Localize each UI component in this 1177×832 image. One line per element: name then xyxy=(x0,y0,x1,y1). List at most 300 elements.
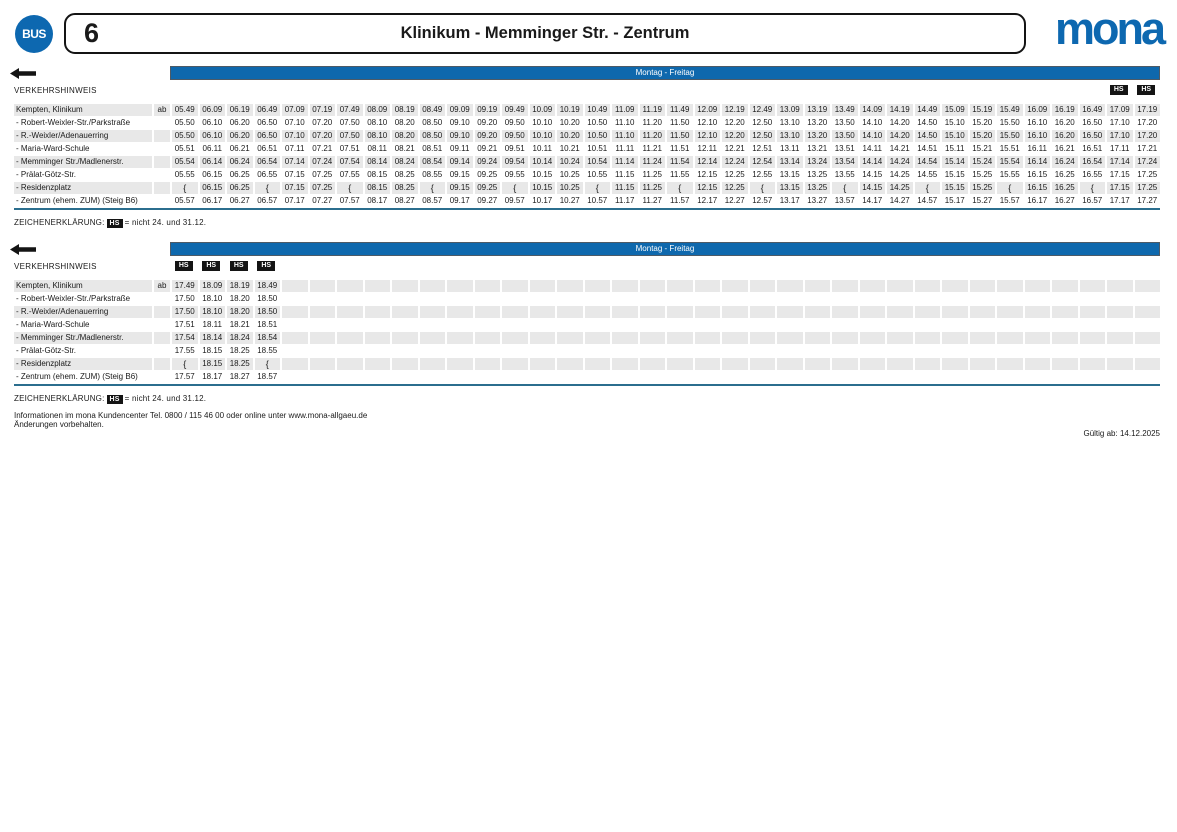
time-cell: 10.51 xyxy=(583,143,611,155)
time-cell: 13.20 xyxy=(803,130,831,142)
empty-cell xyxy=(858,293,886,305)
time-cell: 06.21 xyxy=(225,143,253,155)
empty-cell xyxy=(803,358,831,370)
empty-cell xyxy=(555,293,583,305)
time-cell: 07.51 xyxy=(335,143,363,155)
time-cell: 11.25 xyxy=(638,169,666,181)
skip-brace: { xyxy=(253,182,281,194)
empty-cell xyxy=(693,293,721,305)
time-cell: 18.51 xyxy=(253,319,281,331)
time-cell: 18.54 xyxy=(253,332,281,344)
time-cell: 16.51 xyxy=(1078,143,1106,155)
empty-cell xyxy=(748,332,776,344)
time-cell: 17.25 xyxy=(1133,169,1161,181)
time-cell: 13.20 xyxy=(803,117,831,129)
time-cell: 07.17 xyxy=(280,195,308,207)
time-cell: 16.50 xyxy=(1078,117,1106,129)
legend-label: ZEICHENERKLÄRUNG: xyxy=(14,394,105,403)
empty-cell xyxy=(445,332,473,344)
time-cell: 06.15 xyxy=(198,169,226,181)
time-cell: 07.20 xyxy=(308,117,336,129)
time-cell: 12.25 xyxy=(720,169,748,181)
time-cell: 18.49 xyxy=(253,280,281,292)
time-cell: 11.20 xyxy=(638,117,666,129)
time-cell: 12.19 xyxy=(720,104,748,116)
time-cell: 06.25 xyxy=(225,182,253,194)
departure-marker xyxy=(152,332,170,344)
time-cell: 08.50 xyxy=(418,130,446,142)
empty-cell xyxy=(885,306,913,318)
time-cell: 13.49 xyxy=(830,104,858,116)
time-cell: 15.10 xyxy=(940,130,968,142)
empty-cell xyxy=(913,306,941,318)
empty-cell xyxy=(363,358,391,370)
stop-name: - Zentrum (ehem. ZUM) (Steig B6) xyxy=(16,196,138,205)
empty-cell xyxy=(830,319,858,331)
time-cell: 06.24 xyxy=(225,156,253,168)
time-cell: 14.14 xyxy=(858,156,886,168)
empty-cell xyxy=(995,332,1023,344)
skip-brace: { xyxy=(830,182,858,194)
empty-cell xyxy=(1078,345,1106,357)
time-cell: 08.11 xyxy=(363,143,391,155)
time-cell: 11.10 xyxy=(610,130,638,142)
time-cell: 11.57 xyxy=(665,195,693,207)
time-cell: 16.27 xyxy=(1050,195,1078,207)
line-number: 6 xyxy=(84,18,100,48)
time-cell: 11.27 xyxy=(638,195,666,207)
time-cell: 15.54 xyxy=(995,156,1023,168)
time-cell: 11.17 xyxy=(610,195,638,207)
empty-cell xyxy=(1023,371,1051,383)
time-cell: 09.54 xyxy=(500,156,528,168)
timetable-section-morning xyxy=(0,66,1177,236)
skip-brace: { xyxy=(913,182,941,194)
time-cell: 11.21 xyxy=(638,143,666,155)
time-cell: 11.15 xyxy=(610,182,638,194)
empty-cell xyxy=(775,306,803,318)
verkehrshinweis-label: VERKEHRSHINWEIS xyxy=(14,86,97,95)
empty-cell xyxy=(665,345,693,357)
time-cell: 11.15 xyxy=(610,169,638,181)
timetable xyxy=(14,280,1160,384)
empty-cell xyxy=(335,332,363,344)
time-cell: 18.15 xyxy=(198,358,226,370)
empty-cell xyxy=(968,280,996,292)
skip-brace: { xyxy=(170,182,198,194)
empty-cell xyxy=(473,306,501,318)
time-cell: 10.54 xyxy=(583,156,611,168)
time-cell: 08.55 xyxy=(418,169,446,181)
time-cell: 18.24 xyxy=(225,332,253,344)
empty-cell xyxy=(858,280,886,292)
hs-symbol: HS xyxy=(107,219,123,228)
empty-cell xyxy=(390,358,418,370)
empty-cell xyxy=(913,319,941,331)
empty-cell xyxy=(803,345,831,357)
empty-cell xyxy=(528,306,556,318)
empty-cell xyxy=(335,280,363,292)
time-cell: 06.49 xyxy=(253,104,281,116)
empty-cell xyxy=(913,371,941,383)
time-cell: 10.19 xyxy=(555,104,583,116)
timetable-row xyxy=(14,358,1160,370)
time-cell: 13.54 xyxy=(830,156,858,168)
time-cell: 08.25 xyxy=(390,169,418,181)
time-cell: 16.57 xyxy=(1078,195,1106,207)
time-cell: 09.11 xyxy=(445,143,473,155)
empty-cell xyxy=(748,280,776,292)
hs-chip-row xyxy=(0,85,1177,96)
time-cell: 09.50 xyxy=(500,117,528,129)
time-cell: 14.10 xyxy=(858,117,886,129)
timetable-row xyxy=(14,280,1160,292)
empty-cell xyxy=(1023,319,1051,331)
time-cell: 06.54 xyxy=(253,156,281,168)
stop-name: Kempten, Klinikum xyxy=(14,104,152,116)
empty-cell xyxy=(940,306,968,318)
time-cell: 16.10 xyxy=(1023,117,1051,129)
time-cell: 07.14 xyxy=(280,156,308,168)
empty-cell xyxy=(363,319,391,331)
time-cell: 08.20 xyxy=(390,130,418,142)
stop-name: - Memminger Str./Madlenerstr. xyxy=(14,156,152,168)
time-cell: 12.15 xyxy=(693,169,721,181)
time-cell: 17.24 xyxy=(1133,156,1161,168)
empty-cell xyxy=(858,306,886,318)
timetable-row xyxy=(14,319,1160,331)
time-cell: 05.51 xyxy=(170,143,198,155)
empty-cell xyxy=(1050,293,1078,305)
time-cell: 17.15 xyxy=(1105,182,1133,194)
time-cell: 16.14 xyxy=(1023,156,1051,168)
empty-cell xyxy=(610,319,638,331)
time-cell: 17.11 xyxy=(1105,143,1133,155)
time-cell: 09.19 xyxy=(473,104,501,116)
stop-name: - Maria-Ward-Schule xyxy=(16,320,90,329)
empty-cell xyxy=(335,319,363,331)
timetable-row xyxy=(14,169,1160,181)
empty-cell xyxy=(665,293,693,305)
time-cell: 06.10 xyxy=(198,117,226,129)
time-cell: 06.11 xyxy=(198,143,226,155)
timetable-row xyxy=(14,104,1160,116)
time-cell: 10.14 xyxy=(528,156,556,168)
time-cell: 13.57 xyxy=(830,195,858,207)
time-cell: 12.57 xyxy=(748,195,776,207)
time-cell: 05.54 xyxy=(170,156,198,168)
time-cell: 17.27 xyxy=(1133,195,1161,207)
empty-cell xyxy=(280,319,308,331)
hs-chip: HS xyxy=(202,261,220,271)
empty-cell xyxy=(1105,345,1133,357)
time-cell: 16.54 xyxy=(1078,156,1106,168)
time-cell: 16.50 xyxy=(1078,130,1106,142)
empty-cell xyxy=(803,280,831,292)
legend xyxy=(14,218,206,227)
time-cell: 12.51 xyxy=(748,143,776,155)
empty-cell xyxy=(1050,319,1078,331)
empty-cell xyxy=(693,280,721,292)
time-cell: 09.14 xyxy=(445,156,473,168)
time-cell: 11.10 xyxy=(610,117,638,129)
hs-symbol: HS xyxy=(107,395,123,404)
time-cell: 16.17 xyxy=(1023,195,1051,207)
time-cell: 14.11 xyxy=(858,143,886,155)
time-cell: 14.50 xyxy=(913,117,941,129)
time-cell: 06.57 xyxy=(253,195,281,207)
time-cell: 17.25 xyxy=(1133,182,1161,194)
empty-cell xyxy=(583,306,611,318)
empty-cell xyxy=(445,371,473,383)
time-cell: 14.17 xyxy=(858,195,886,207)
time-cell: 09.20 xyxy=(473,117,501,129)
empty-cell xyxy=(473,371,501,383)
empty-cell xyxy=(610,280,638,292)
time-cell: 11.11 xyxy=(610,143,638,155)
empty-cell xyxy=(280,332,308,344)
time-cell: 05.55 xyxy=(170,169,198,181)
time-cell: 10.10 xyxy=(528,117,556,129)
empty-cell xyxy=(995,345,1023,357)
empty-cell xyxy=(913,332,941,344)
time-cell: 14.24 xyxy=(885,156,913,168)
time-cell: 14.55 xyxy=(913,169,941,181)
timetable-row xyxy=(14,117,1160,129)
time-cell: 06.19 xyxy=(225,104,253,116)
time-cell: 12.27 xyxy=(720,195,748,207)
verkehrshinweis-label: VERKEHRSHINWEIS xyxy=(14,262,97,271)
empty-cell xyxy=(885,280,913,292)
time-cell: 14.19 xyxy=(885,104,913,116)
empty-cell xyxy=(775,332,803,344)
empty-cell xyxy=(748,306,776,318)
time-cell: 14.50 xyxy=(913,130,941,142)
empty-cell xyxy=(418,371,446,383)
empty-cell xyxy=(885,319,913,331)
empty-cell xyxy=(1023,332,1051,344)
legend-label: ZEICHENERKLÄRUNG: xyxy=(14,218,105,227)
time-cell: 11.55 xyxy=(665,169,693,181)
time-cell: 17.50 xyxy=(170,293,198,305)
time-cell: 12.14 xyxy=(693,156,721,168)
time-cell: 07.57 xyxy=(335,195,363,207)
time-cell: 12.50 xyxy=(748,130,776,142)
empty-cell xyxy=(1078,293,1106,305)
time-cell: 14.20 xyxy=(885,130,913,142)
time-cell: 06.25 xyxy=(225,169,253,181)
empty-cell xyxy=(720,319,748,331)
time-cell: 18.10 xyxy=(198,293,226,305)
time-cell: 06.14 xyxy=(198,156,226,168)
timetable-row xyxy=(14,345,1160,357)
empty-cell xyxy=(693,319,721,331)
stop-name: - Robert-Weixler-Str./Parkstraße xyxy=(16,118,131,127)
empty-cell xyxy=(308,319,336,331)
departure-marker xyxy=(152,306,170,318)
empty-cell xyxy=(665,306,693,318)
time-cell: 11.20 xyxy=(638,130,666,142)
time-cell: 09.51 xyxy=(500,143,528,155)
empty-cell xyxy=(1023,345,1051,357)
stop-name: - Residenzplatz xyxy=(14,358,152,370)
time-cell: 18.20 xyxy=(225,293,253,305)
time-cell: 18.17 xyxy=(198,371,226,383)
time-cell: 09.10 xyxy=(445,117,473,129)
empty-cell xyxy=(1105,332,1133,344)
empty-cell xyxy=(775,280,803,292)
empty-cell xyxy=(720,280,748,292)
stop-name: - R.-Weixler/Adenauerring xyxy=(14,306,152,318)
time-cell: 15.10 xyxy=(940,117,968,129)
empty-cell xyxy=(748,371,776,383)
empty-cell xyxy=(968,306,996,318)
empty-cell xyxy=(803,319,831,331)
time-cell: 13.25 xyxy=(803,169,831,181)
skip-brace: { xyxy=(418,182,446,194)
time-cell: 13.55 xyxy=(830,169,858,181)
time-cell: 09.24 xyxy=(473,156,501,168)
time-cell: 17.21 xyxy=(1133,143,1161,155)
empty-cell xyxy=(445,293,473,305)
time-cell: 18.57 xyxy=(253,371,281,383)
time-cell: 13.14 xyxy=(775,156,803,168)
time-cell: 16.15 xyxy=(1023,182,1051,194)
time-cell: 18.50 xyxy=(253,306,281,318)
time-cell: 12.20 xyxy=(720,130,748,142)
time-cell: 12.11 xyxy=(693,143,721,155)
empty-cell xyxy=(638,371,666,383)
empty-cell xyxy=(638,293,666,305)
time-cell: 15.25 xyxy=(968,169,996,181)
empty-cell xyxy=(803,332,831,344)
time-cell: 07.25 xyxy=(308,169,336,181)
empty-cell xyxy=(830,371,858,383)
empty-cell xyxy=(555,371,583,383)
empty-cell xyxy=(1078,306,1106,318)
empty-cell xyxy=(775,293,803,305)
time-cell: 07.21 xyxy=(308,143,336,155)
empty-cell xyxy=(308,358,336,370)
time-cell: 18.09 xyxy=(198,280,226,292)
time-cell: 10.09 xyxy=(528,104,556,116)
time-cell: 09.10 xyxy=(445,130,473,142)
time-cell: 18.27 xyxy=(225,371,253,383)
empty-cell xyxy=(528,332,556,344)
stop-name: - R.-Weixler/Adenauerring xyxy=(14,130,152,142)
time-cell: 17.20 xyxy=(1133,117,1161,129)
empty-cell xyxy=(1078,319,1106,331)
time-cell: 15.09 xyxy=(940,104,968,116)
empty-cell xyxy=(1023,306,1051,318)
empty-cell xyxy=(528,345,556,357)
time-cell: 06.27 xyxy=(225,195,253,207)
empty-cell xyxy=(858,332,886,344)
empty-cell xyxy=(638,306,666,318)
time-cell: 13.51 xyxy=(830,143,858,155)
time-cell: 14.25 xyxy=(885,169,913,181)
time-cell: 09.09 xyxy=(445,104,473,116)
legend xyxy=(14,394,206,403)
time-cell: 13.24 xyxy=(803,156,831,168)
empty-cell xyxy=(583,345,611,357)
empty-cell xyxy=(1078,371,1106,383)
direction-arrow-icon xyxy=(10,68,36,79)
empty-cell xyxy=(1133,280,1161,292)
skip-brace: { xyxy=(1078,182,1106,194)
empty-cell xyxy=(1050,371,1078,383)
empty-cell xyxy=(720,371,748,383)
skip-brace: { xyxy=(748,182,776,194)
empty-cell xyxy=(748,293,776,305)
timetable-section-evening xyxy=(0,242,1177,412)
time-cell: 05.50 xyxy=(170,117,198,129)
time-cell: 10.49 xyxy=(583,104,611,116)
time-cell: 06.51 xyxy=(253,143,281,155)
time-cell: 09.25 xyxy=(473,169,501,181)
time-cell: 08.50 xyxy=(418,117,446,129)
empty-cell xyxy=(308,371,336,383)
time-cell: 12.50 xyxy=(748,117,776,129)
time-cell: 17.49 xyxy=(170,280,198,292)
time-cell: 12.17 xyxy=(693,195,721,207)
time-cell: 10.25 xyxy=(555,169,583,181)
empty-cell xyxy=(363,345,391,357)
empty-cell xyxy=(1050,345,1078,357)
empty-cell xyxy=(693,371,721,383)
time-cell: 05.50 xyxy=(170,130,198,142)
empty-cell xyxy=(280,306,308,318)
empty-cell xyxy=(610,293,638,305)
empty-cell xyxy=(308,332,336,344)
mona-logo: mona xyxy=(1054,3,1163,54)
time-cell: 11.51 xyxy=(665,143,693,155)
time-cell: 09.57 xyxy=(500,195,528,207)
time-cell: 18.25 xyxy=(225,358,253,370)
time-cell: 10.27 xyxy=(555,195,583,207)
skip-brace: { xyxy=(253,358,281,370)
time-cell: 17.14 xyxy=(1105,156,1133,168)
empty-cell xyxy=(445,358,473,370)
time-cell: 09.21 xyxy=(473,143,501,155)
empty-cell xyxy=(473,293,501,305)
time-cell: 08.09 xyxy=(363,104,391,116)
time-cell: 13.15 xyxy=(775,169,803,181)
time-cell: 06.20 xyxy=(225,117,253,129)
hs-chip: HS xyxy=(175,261,193,271)
time-cell: 11.19 xyxy=(638,104,666,116)
empty-cell xyxy=(280,280,308,292)
empty-cell xyxy=(363,371,391,383)
empty-cell xyxy=(858,319,886,331)
timetable-row xyxy=(14,156,1160,168)
legend-meaning: = nicht 24. und 31.12. xyxy=(124,394,207,403)
time-cell: 14.51 xyxy=(913,143,941,155)
time-cell: 13.09 xyxy=(775,104,803,116)
empty-cell xyxy=(583,319,611,331)
time-cell: 18.14 xyxy=(198,332,226,344)
time-cell: 16.24 xyxy=(1050,156,1078,168)
table-bottom-rule xyxy=(14,384,1160,386)
empty-cell xyxy=(858,358,886,370)
time-cell: 13.19 xyxy=(803,104,831,116)
time-cell: 08.10 xyxy=(363,117,391,129)
time-cell: 11.09 xyxy=(610,104,638,116)
empty-cell xyxy=(885,345,913,357)
time-cell: 14.49 xyxy=(913,104,941,116)
time-cell: 10.50 xyxy=(583,130,611,142)
empty-cell xyxy=(693,332,721,344)
